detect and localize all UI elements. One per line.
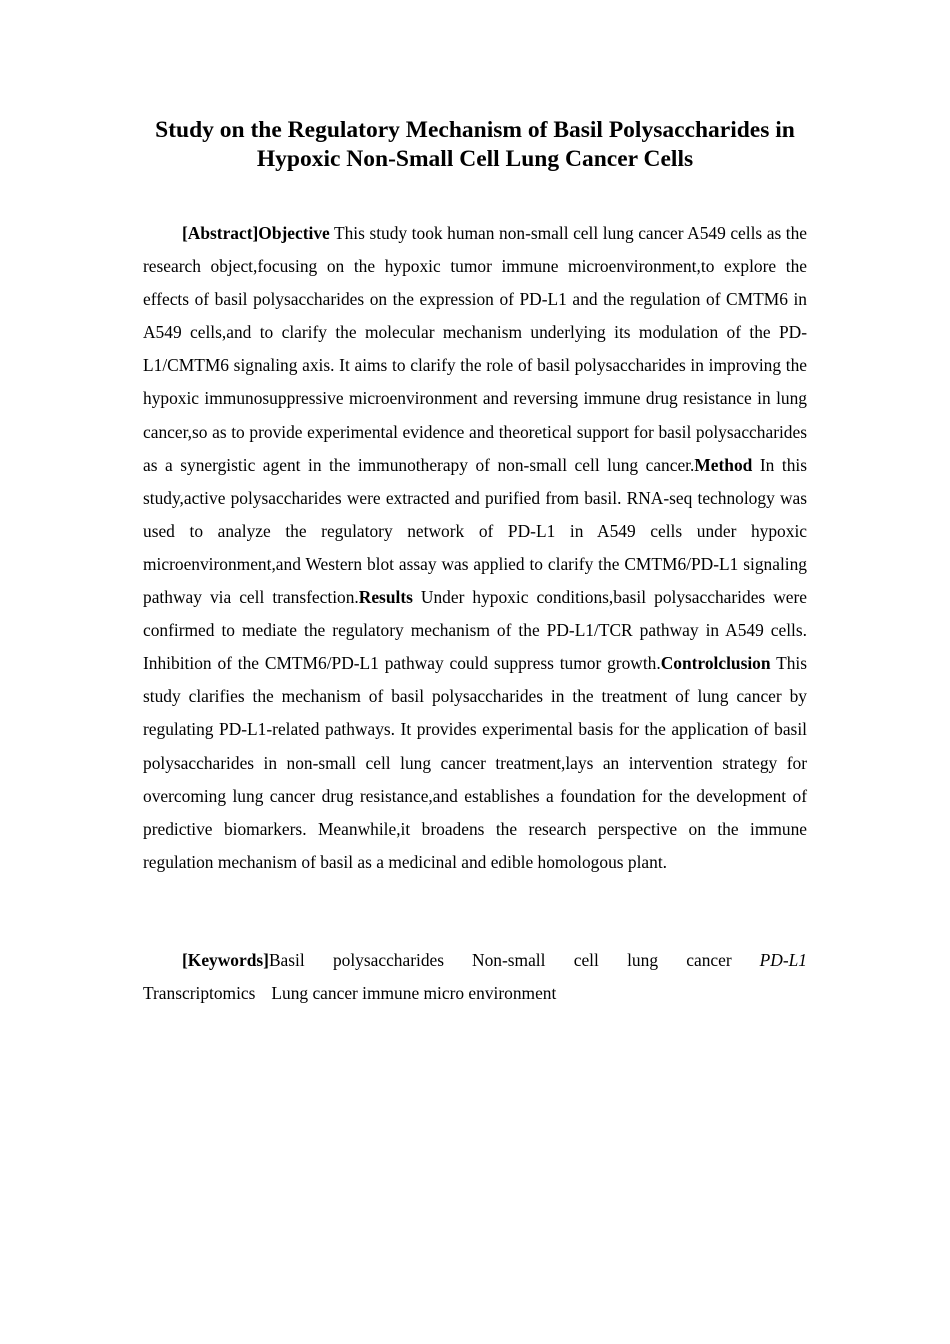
keyword-item: Basil polysaccharides bbox=[268, 950, 445, 970]
abstract-label: [Abstract] bbox=[182, 223, 259, 243]
method-text: In this study,active polysaccharides were extracted and purified from basil. RNA-seq technology was used to analyze the regulatory network of PD-L1 in A549 cells under hypoxic microenvironment,and Western blot assay was applied to clarify the CMTM6/PD-L1 signaling pathway via cell transfection. bbox=[143, 454, 808, 608]
keyword-item: Lung cancer immune micro environment bbox=[271, 983, 557, 1004]
results-text: Under hypoxic conditions,basil polysaccharides were confirmed to mediate the regulatory mechanism of the PD-L1/TCR pathway in A549 cells. Inhibition of the CMTM6/PD-L1 pathway could suppress tumor growth. bbox=[143, 587, 807, 674]
abstract-paragraph bbox=[143, 217, 807, 879]
conclusion-label: Controlclusion bbox=[660, 653, 771, 674]
objective-text: This study took human non-small cell lung cancer A549 cells as the research object,focusing on the hypoxic tumor immune microenvironment,to explore the effects of basil polysaccharides on the expression of PD-L1 and the regulation of CMTM6 in A549 cells,and to clarify the molecular mechanism underlying its modulation of the PD-L1/CMTM6 signaling axis. It aims to clarify the role of basil polysaccharides in improving the hypoxic immunosuppressive microenvironment and reversing immune drug resistance in lung cancer,so as to provide experimental evidence and theoretical support for basil polysaccharides as a synergistic agent in the immunotherapy of non-small cell lung cancer. bbox=[143, 223, 807, 475]
objective-label: Objective bbox=[258, 223, 330, 243]
method-label: Method bbox=[694, 454, 753, 475]
results-label: Results bbox=[358, 587, 413, 608]
conclusion-text: This study clarifies the mechanism of basil polysaccharides in the treatment of lung cancer by regulating PD-L1-related pathways. It provides experimental basis for the application of basil polysaccharides in non-small cell lung cancer treatment,lays an intervention strategy for overcoming lung cancer drug resistance,and establishes a foundation for the development of predictive biomarkers. Meanwhile,it broadens the research perspective on the immune regulation mechanism of basil as a medicinal and edible homologous plant. bbox=[143, 653, 807, 872]
keyword-item: Non-small cell lung cancer bbox=[472, 950, 732, 970]
keyword-item: Transcriptomics bbox=[143, 983, 256, 1004]
keyword-item: PD-L1 bbox=[759, 950, 807, 970]
paper-title: Study on the Regulatory Mechanism of Basil Polysaccharides in Hypoxic Non-Small Cell Lung Cancer Cells bbox=[155, 117, 795, 172]
keywords-paragraph bbox=[143, 944, 807, 1010]
keywords-label: [Keywords] bbox=[182, 950, 269, 970]
